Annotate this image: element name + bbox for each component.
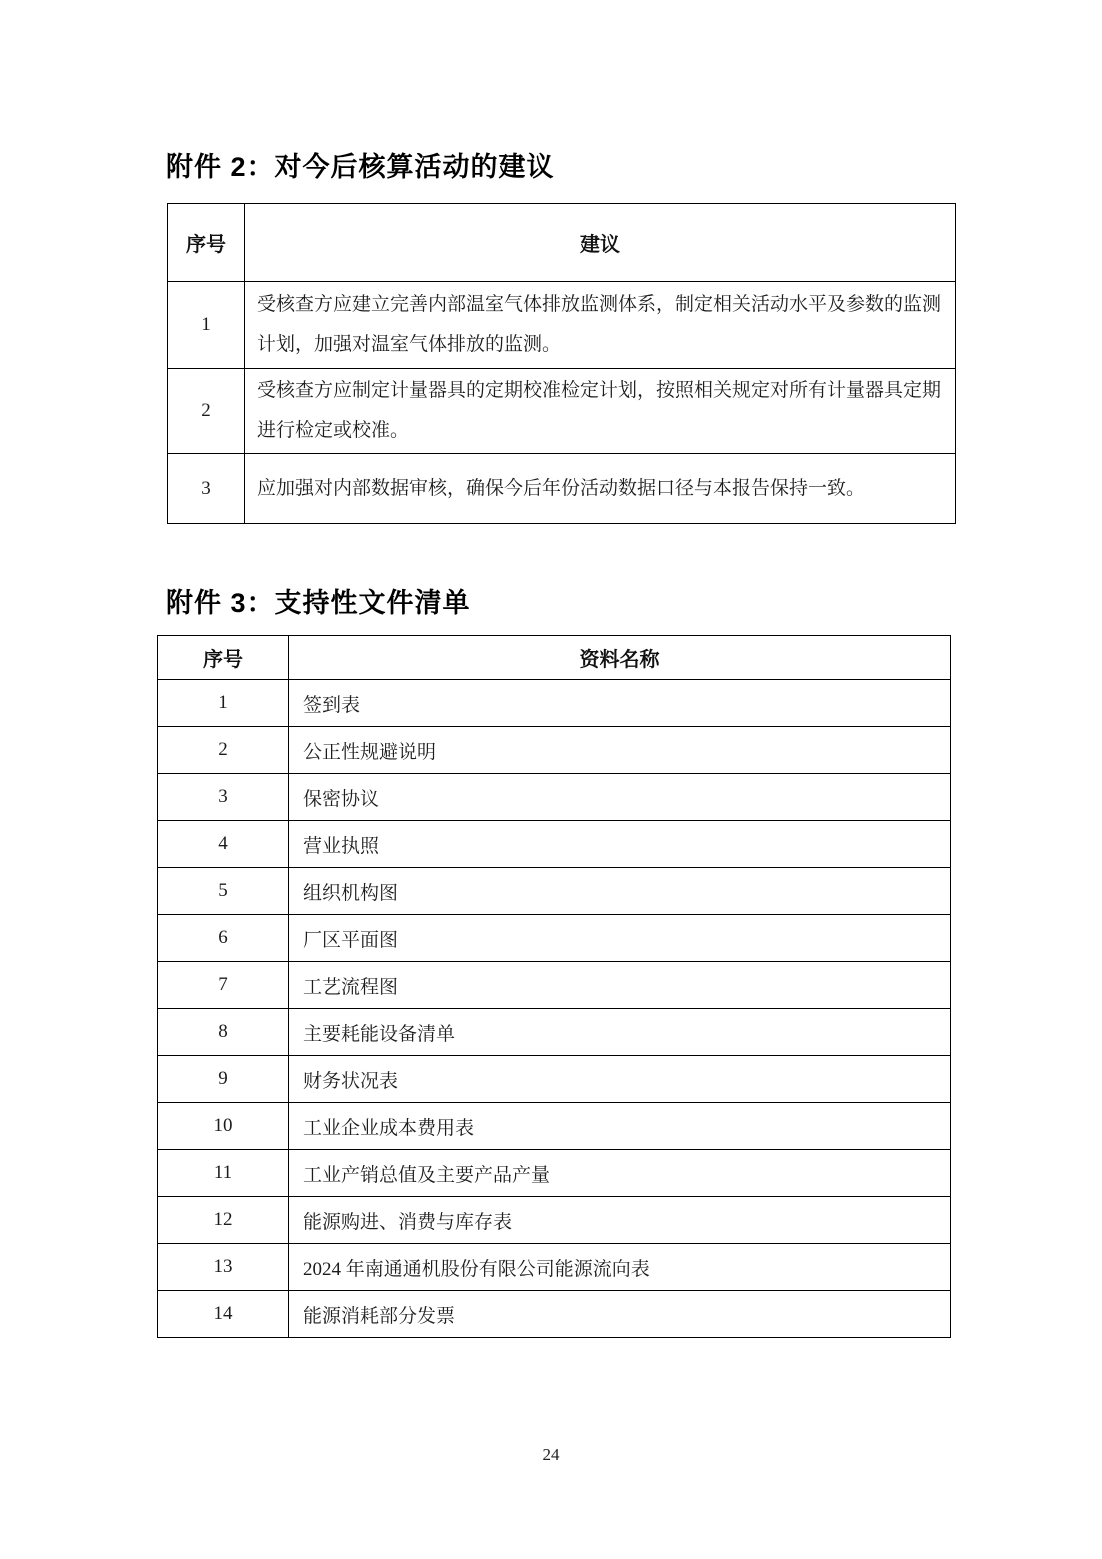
table-row xyxy=(158,1056,951,1103)
table-row xyxy=(158,1150,951,1197)
row-document-name: 能源购进、消费与库存表 xyxy=(289,1197,951,1244)
attachment3-header-row xyxy=(158,636,951,680)
table-row xyxy=(168,454,956,524)
row-number: 2 xyxy=(168,369,245,454)
row-document-name: 保密协议 xyxy=(289,774,951,821)
attachment3-header-no: 序号 xyxy=(158,636,289,680)
row-suggestion: 受核查方应制定计量器具的定期校准检定计划，按照相关规定对所有计量器具定期进行检定或校准。 xyxy=(245,369,956,454)
table-row xyxy=(158,915,951,962)
attachment2-header-row xyxy=(168,204,956,282)
row-number: 3 xyxy=(158,774,289,821)
row-number: 3 xyxy=(168,454,245,524)
row-document-name: 营业执照 xyxy=(289,821,951,868)
table-row xyxy=(158,821,951,868)
row-document-name: 公正性规避说明 xyxy=(289,727,951,774)
row-document-name: 工业产销总值及主要产品产量 xyxy=(289,1150,951,1197)
row-number: 1 xyxy=(168,282,245,369)
row-document-name: 签到表 xyxy=(289,680,951,727)
table-row xyxy=(158,1103,951,1150)
table-row xyxy=(158,680,951,727)
attachment2-title: 附件 2：对今后核算活动的建议 xyxy=(166,152,555,182)
row-number: 9 xyxy=(158,1056,289,1103)
row-number: 2 xyxy=(158,727,289,774)
table-row xyxy=(158,1291,951,1338)
row-number: 12 xyxy=(158,1197,289,1244)
row-document-name: 主要耗能设备清单 xyxy=(289,1009,951,1056)
attachment3-title: 附件 3：支持性文件清单 xyxy=(166,588,471,618)
row-number: 8 xyxy=(158,1009,289,1056)
row-number: 4 xyxy=(158,821,289,868)
attachment2-header-suggestion: 建议 xyxy=(245,204,956,282)
table-row xyxy=(158,727,951,774)
row-number: 14 xyxy=(158,1291,289,1338)
row-document-name: 财务状况表 xyxy=(289,1056,951,1103)
attachment2-table xyxy=(167,203,956,524)
attachment3-header-name: 资料名称 xyxy=(289,636,951,680)
row-number: 10 xyxy=(158,1103,289,1150)
row-number: 13 xyxy=(158,1244,289,1291)
table-row xyxy=(158,868,951,915)
row-suggestion: 受核查方应建立完善内部温室气体排放监测体系，制定相关活动水平及参数的监测计划，加强对温室气体排放的监测。 xyxy=(245,282,956,369)
row-document-name: 能源消耗部分发票 xyxy=(289,1291,951,1338)
row-document-name: 工艺流程图 xyxy=(289,962,951,1009)
row-document-name: 2024 年南通通机股份有限公司能源流向表 xyxy=(289,1244,951,1291)
table-row xyxy=(158,1009,951,1056)
row-number: 1 xyxy=(158,680,289,727)
row-number: 6 xyxy=(158,915,289,962)
row-number: 7 xyxy=(158,962,289,1009)
row-document-name: 组织机构图 xyxy=(289,868,951,915)
table-row xyxy=(168,282,956,369)
table-row xyxy=(168,369,956,454)
attachment2-header-no: 序号 xyxy=(168,204,245,282)
attachment3-table xyxy=(157,635,951,1338)
row-suggestion: 应加强对内部数据审核，确保今后年份活动数据口径与本报告保持一致。 xyxy=(245,454,956,524)
page-number: 24 xyxy=(542,1445,560,1464)
table-row xyxy=(158,1244,951,1291)
table-row xyxy=(158,962,951,1009)
table-row xyxy=(158,1197,951,1244)
row-number: 11 xyxy=(158,1150,289,1197)
row-document-name: 厂区平面图 xyxy=(289,915,951,962)
row-number: 5 xyxy=(158,868,289,915)
row-document-name: 工业企业成本费用表 xyxy=(289,1103,951,1150)
table-row xyxy=(158,774,951,821)
